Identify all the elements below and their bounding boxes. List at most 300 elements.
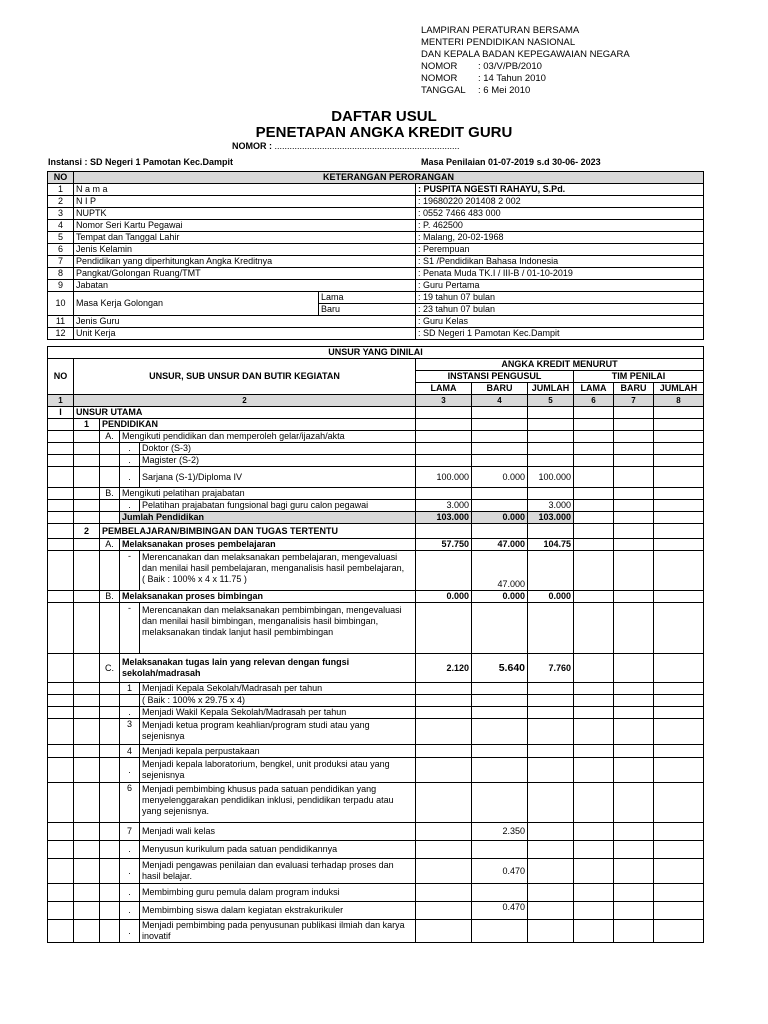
- table-cell: [528, 524, 574, 539]
- table-cell: [416, 455, 472, 467]
- table-cell: [416, 783, 472, 823]
- table-cell: [100, 902, 120, 920]
- table-cell: 2.350: [472, 823, 528, 841]
- table-cell: [416, 407, 472, 419]
- table-cell: [654, 719, 704, 745]
- table-cell: 7.760: [528, 654, 574, 683]
- table-cell: [472, 603, 528, 654]
- table-cell: [654, 859, 704, 884]
- table-cell: .: [120, 884, 140, 902]
- table-cell: Melaksanakan tugas lain yang relevan dengan fungsi sekolah/madrasah: [120, 654, 416, 683]
- table-cell: [74, 719, 100, 745]
- table-cell: [74, 823, 100, 841]
- table-cell: [574, 823, 614, 841]
- table-cell: [416, 603, 472, 654]
- table-cell: [654, 823, 704, 841]
- table-cell: [100, 707, 120, 719]
- table-cell: [574, 654, 614, 683]
- table-cell: Masa Kerja Golongan: [74, 292, 319, 316]
- table-cell: [100, 745, 120, 758]
- table-cell: [574, 524, 614, 539]
- table-cell: [74, 859, 100, 884]
- table-cell: [574, 920, 614, 943]
- table-cell: [416, 431, 472, 443]
- table-cell: 3: [48, 208, 74, 220]
- table-cell: Menjadi kepala laboratorium, bengkel, unit produksi atau yang sejenisnya: [140, 758, 416, 783]
- table-cell: [574, 591, 614, 603]
- table-cell: [416, 695, 472, 707]
- table-cell: Jabatan: [74, 280, 416, 292]
- table-cell: [614, 467, 654, 488]
- table-cell: [614, 758, 654, 783]
- table-cell: [74, 455, 100, 467]
- table-cell: : 0552 7466 483 000: [416, 208, 704, 220]
- table-cell: Menjadi pembimbing pada penyusunan publikasi ilmiah dan karya inovatif: [140, 920, 416, 943]
- table-cell: [416, 488, 472, 500]
- table-cell: [614, 431, 654, 443]
- table-cell: [614, 654, 654, 683]
- table-cell: [48, 591, 74, 603]
- table-cell: .: [120, 902, 140, 920]
- table-cell: 0.000: [472, 512, 528, 524]
- table-cell: 0.000: [472, 467, 528, 488]
- table-cell: [614, 419, 654, 431]
- table-cell: 0.000: [416, 591, 472, 603]
- table-cell: [654, 512, 704, 524]
- col-no: NO: [48, 172, 74, 184]
- table-row: [48, 719, 704, 745]
- table-cell: [614, 841, 654, 859]
- table-cell: [574, 884, 614, 902]
- table-cell: [100, 512, 120, 524]
- table-cell: [574, 758, 614, 783]
- table-cell: JUMLAH: [528, 383, 574, 395]
- table-cell: [472, 920, 528, 943]
- table-row: [48, 500, 704, 512]
- nomor-field: NOMOR : ..........................................................................: [232, 141, 460, 151]
- table-row: [48, 920, 704, 943]
- header-line-3: DAN KEPALA BADAN KEPEGAWAIAN NEGARA: [421, 49, 630, 60]
- table-cell: [654, 920, 704, 943]
- table-cell: [74, 695, 100, 707]
- table-row: [48, 431, 704, 443]
- table-cell: [74, 884, 100, 902]
- table-cell: Pendidikan yang diperhitungkan Angka Kreditnya: [74, 256, 416, 268]
- table-cell: [48, 419, 74, 431]
- table-cell: 4: [48, 220, 74, 232]
- table-cell: [654, 695, 704, 707]
- table-cell: [74, 467, 100, 488]
- table-cell: [74, 758, 100, 783]
- table-cell: 6: [574, 395, 614, 407]
- table-cell: : Malang, 20-02-1968: [416, 232, 704, 244]
- table-cell: : P. 462500: [416, 220, 704, 232]
- table-cell: [48, 488, 74, 500]
- table-row: [48, 539, 704, 551]
- table-cell: [654, 443, 704, 455]
- table-cell: [528, 884, 574, 902]
- table-cell: 1: [120, 683, 140, 695]
- table-cell: Jumlah Pendidikan: [120, 512, 416, 524]
- table-cell: [574, 841, 614, 859]
- table-cell: .: [120, 758, 140, 783]
- table-row: [48, 220, 704, 232]
- table-cell: [472, 841, 528, 859]
- table-cell: [74, 841, 100, 859]
- table-cell: [574, 719, 614, 745]
- table-cell: [48, 683, 74, 695]
- table-cell: PENDIDIKAN: [100, 419, 416, 431]
- table-row: [48, 419, 704, 431]
- table-cell: [74, 431, 100, 443]
- table-cell: Melaksanakan proses pembelajaran: [120, 539, 416, 551]
- table-cell: [614, 443, 654, 455]
- personal-info-table: [47, 171, 704, 340]
- table-cell: .: [120, 707, 140, 719]
- table-cell: 1: [48, 395, 74, 407]
- table-cell: [472, 683, 528, 695]
- table-cell: [416, 719, 472, 745]
- table-row: [48, 256, 704, 268]
- table-cell: [416, 920, 472, 943]
- table-cell: [528, 455, 574, 467]
- table-cell: 0.000: [472, 591, 528, 603]
- table-cell: [74, 539, 100, 551]
- table-cell: [654, 683, 704, 695]
- table-cell: [654, 884, 704, 902]
- table-cell: [472, 707, 528, 719]
- table-cell: [74, 654, 100, 683]
- table-cell: ( Baik : 100% x 29.75 x 4): [140, 695, 416, 707]
- table-cell: [100, 443, 120, 455]
- column-number-row: [48, 395, 704, 407]
- table-cell: [48, 719, 74, 745]
- table-cell: : S1 /Pendidikan Bahasa Indonesia: [416, 256, 704, 268]
- table-cell: [48, 841, 74, 859]
- table-cell: [48, 902, 74, 920]
- table-cell: A.: [100, 431, 120, 443]
- table-cell: [528, 683, 574, 695]
- table-cell: 0.000: [528, 591, 574, 603]
- table-cell: 6: [48, 244, 74, 256]
- table-cell: 11: [48, 316, 74, 328]
- table-cell: 47.000: [472, 539, 528, 551]
- table-cell: [74, 683, 100, 695]
- table-cell: 4: [120, 745, 140, 758]
- table-cell: : SD Negeri 1 Pamotan Kec.Dampit: [416, 328, 704, 340]
- table-cell: [574, 455, 614, 467]
- table-cell: [416, 841, 472, 859]
- table-cell: 4: [472, 395, 528, 407]
- table-cell: [614, 902, 654, 920]
- col-keterangan: KETERANGAN PERORANGAN: [74, 172, 704, 184]
- table-cell: [528, 431, 574, 443]
- table-cell: B.: [100, 488, 120, 500]
- table-cell: [574, 431, 614, 443]
- table-cell: Unit Kerja: [74, 328, 416, 340]
- header-tanggal: TANGGAL : 6 Mei 2010: [421, 85, 531, 96]
- table-cell: [48, 695, 74, 707]
- table-cell: [472, 695, 528, 707]
- table-cell: [472, 745, 528, 758]
- table-row: [48, 859, 704, 884]
- table-cell: [528, 419, 574, 431]
- unsur-table: [47, 346, 704, 943]
- table-cell: [48, 745, 74, 758]
- table-cell: [528, 745, 574, 758]
- table-cell: [48, 500, 74, 512]
- table-cell: I: [48, 407, 74, 419]
- table-cell: : Penata Muda TK.I / III-B / 01-10-2019: [416, 268, 704, 280]
- table-cell: [48, 539, 74, 551]
- table-cell: 5.640: [472, 654, 528, 683]
- table-cell: [416, 419, 472, 431]
- table-cell: [100, 719, 120, 745]
- unsur-col-kegiatan: UNSUR, SUB UNSUR DAN BUTIR KEGIATAN: [74, 359, 416, 395]
- table-row: [48, 884, 704, 902]
- table-cell: UNSUR UTAMA: [74, 407, 416, 419]
- table-cell: Mengikuti pelatihan prajabatan: [120, 488, 416, 500]
- table-cell: Jenis Kelamin: [74, 244, 416, 256]
- table-cell: [654, 551, 704, 591]
- table-cell: 7: [614, 395, 654, 407]
- table-cell: [528, 902, 574, 920]
- table-row: [48, 591, 704, 603]
- table-cell: 100.000: [416, 467, 472, 488]
- table-cell: [614, 859, 654, 884]
- table-cell: [654, 407, 704, 419]
- table-cell: 100.000: [528, 467, 574, 488]
- table-cell: 9: [48, 280, 74, 292]
- table-cell: [528, 841, 574, 859]
- table-cell: : Guru Kelas: [416, 316, 704, 328]
- table-cell: [574, 745, 614, 758]
- table-cell: 7: [48, 256, 74, 268]
- table-row: [48, 196, 704, 208]
- table-cell: [654, 783, 704, 823]
- table-cell: 10: [48, 292, 74, 316]
- table-row: [48, 783, 704, 823]
- table-cell: [528, 707, 574, 719]
- table-cell: [654, 841, 704, 859]
- table-cell: [614, 719, 654, 745]
- table-cell: [654, 524, 704, 539]
- table-cell: [614, 823, 654, 841]
- table-cell: [614, 603, 654, 654]
- table-cell: [48, 467, 74, 488]
- personal-header-row: [48, 172, 704, 184]
- table-cell: [48, 654, 74, 683]
- table-cell: [614, 500, 654, 512]
- table-cell: 0.470: [472, 902, 528, 920]
- table-cell: Merencanakan dan melaksanakan pembimbingan, mengevaluasi dan menilai hasil bimbingan, menganalisis hasil bimbingan, melaksanakan tindak lanjut hasil pembimbingan: [140, 603, 416, 654]
- table-cell: [48, 455, 74, 467]
- table-cell: [574, 419, 614, 431]
- table-cell: Tempat dan Tanggal Lahir: [74, 232, 416, 244]
- table-cell: [654, 591, 704, 603]
- table-cell: [74, 902, 100, 920]
- table-cell: [416, 443, 472, 455]
- table-cell: [654, 455, 704, 467]
- table-cell: [416, 745, 472, 758]
- table-cell: [48, 920, 74, 943]
- table-cell: [574, 467, 614, 488]
- table-cell: [528, 920, 574, 943]
- table-cell: LAMA: [416, 383, 472, 395]
- table-cell: [48, 758, 74, 783]
- table-cell: [48, 707, 74, 719]
- table-cell: [614, 683, 654, 695]
- table-cell: [654, 603, 704, 654]
- table-cell: -: [120, 603, 140, 654]
- table-cell: [100, 758, 120, 783]
- table-row: [48, 208, 704, 220]
- instansi-label: Instansi : SD Negeri 1 Pamotan Kec.Dampit: [48, 157, 234, 167]
- table-row: [48, 745, 704, 758]
- table-cell: [614, 407, 654, 419]
- table-cell: [574, 443, 614, 455]
- table-cell: [74, 512, 100, 524]
- table-cell: [416, 902, 472, 920]
- table-cell: 103.000: [528, 512, 574, 524]
- table-cell: 3.000: [416, 500, 472, 512]
- table-cell: [74, 488, 100, 500]
- table-cell: [472, 488, 528, 500]
- table-row: [48, 407, 704, 419]
- table-cell: Menjadi pengawas penilaian dan evaluasi terhadap proses dan hasil belajar.: [140, 859, 416, 884]
- table-cell: [654, 431, 704, 443]
- table-cell: [574, 488, 614, 500]
- table-row: [48, 695, 704, 707]
- tim-penilai-header: TIM PENILAI: [574, 371, 704, 383]
- table-cell: [100, 683, 120, 695]
- table-cell: Menjadi wali kelas: [140, 823, 416, 841]
- table-cell: .: [120, 443, 140, 455]
- table-cell: [654, 500, 704, 512]
- table-cell: 7: [120, 823, 140, 841]
- table-cell: [574, 683, 614, 695]
- table-cell: Membimbing guru pemula dalam program induksi: [140, 884, 416, 902]
- table-row: [48, 683, 704, 695]
- table-cell: B.: [100, 591, 120, 603]
- table-cell: [472, 455, 528, 467]
- table-cell: [614, 745, 654, 758]
- table-cell: -: [120, 551, 140, 591]
- table-cell: [528, 603, 574, 654]
- table-cell: 3.000: [528, 500, 574, 512]
- table-cell: 2: [74, 524, 100, 539]
- table-cell: [528, 551, 574, 591]
- table-cell: [416, 524, 472, 539]
- table-cell: [100, 603, 120, 654]
- table-cell: : 19 tahun 07 bulan: [416, 292, 704, 304]
- table-cell: PEMBELAJARAN/BIMBINGAN DAN TUGAS TERTENTU: [100, 524, 416, 539]
- table-cell: [74, 920, 100, 943]
- table-cell: LAMA: [574, 383, 614, 395]
- table-cell: [574, 539, 614, 551]
- table-cell: [654, 488, 704, 500]
- table-cell: [574, 603, 614, 654]
- table-row: [48, 758, 704, 783]
- table-cell: 57.750: [416, 539, 472, 551]
- table-cell: A.: [100, 539, 120, 551]
- table-cell: : PUSPITA NGESTI RAHAYU, S.Pd.: [416, 184, 704, 196]
- table-cell: Jenis Guru: [74, 316, 416, 328]
- table-cell: [74, 551, 100, 591]
- table-cell: [472, 500, 528, 512]
- table-cell: [416, 758, 472, 783]
- table-row: [48, 280, 704, 292]
- table-cell: [472, 524, 528, 539]
- table-cell: [574, 783, 614, 823]
- table-cell: [416, 823, 472, 841]
- table-cell: [472, 783, 528, 823]
- header-line-1: LAMPIRAN PERATURAN BERSAMA: [421, 25, 580, 36]
- unsur-head-row: [48, 347, 704, 359]
- table-cell: 6: [120, 783, 140, 823]
- table-cell: [574, 695, 614, 707]
- page-title: DAFTAR USUL: [331, 108, 437, 125]
- table-row: [48, 603, 704, 654]
- table-cell: [614, 455, 654, 467]
- table-cell: 2: [48, 196, 74, 208]
- table-cell: Pangkat/Golongan Ruang/TMT: [74, 268, 416, 280]
- table-cell: [100, 884, 120, 902]
- table-cell: [472, 419, 528, 431]
- table-cell: [654, 419, 704, 431]
- regulation-header: [421, 25, 630, 97]
- table-cell: [48, 512, 74, 524]
- table-cell: [416, 859, 472, 884]
- table-cell: Nomor Seri Kartu Pegawai: [74, 220, 416, 232]
- table-cell: [48, 551, 74, 591]
- table-cell: 1: [74, 419, 100, 431]
- table-cell: [416, 683, 472, 695]
- table-cell: [416, 884, 472, 902]
- unsur-col-no: NO: [48, 359, 74, 395]
- table-cell: [48, 884, 74, 902]
- table-cell: .: [120, 500, 140, 512]
- table-row: [48, 467, 704, 488]
- table-cell: [614, 551, 654, 591]
- table-cell: [416, 551, 472, 591]
- table-cell: 5: [48, 232, 74, 244]
- table-cell: [528, 488, 574, 500]
- unsur-head: UNSUR YANG DINILAI: [48, 347, 704, 359]
- table-cell: 8: [48, 268, 74, 280]
- table-cell: [528, 758, 574, 783]
- table-cell: : Perempuan: [416, 244, 704, 256]
- table-cell: 1: [48, 184, 74, 196]
- table-cell: [614, 783, 654, 823]
- table-cell: [100, 551, 120, 591]
- header-nomor-2: NOMOR : 14 Tahun 2010: [421, 73, 546, 84]
- table-cell: 8: [654, 395, 704, 407]
- table-cell: [100, 823, 120, 841]
- table-cell: 3: [120, 719, 140, 745]
- table-cell: N I P: [74, 196, 416, 208]
- table-cell: 0.470: [472, 859, 528, 884]
- table-cell: Mengikuti pendidikan dan memperoleh gelar/ijazah/akta: [120, 431, 416, 443]
- table-cell: [654, 902, 704, 920]
- table-cell: .: [120, 455, 140, 467]
- table-cell: [654, 707, 704, 719]
- table-cell: [528, 783, 574, 823]
- table-cell: JUMLAH: [654, 383, 704, 395]
- table-cell: C.: [100, 654, 120, 683]
- table-cell: [472, 884, 528, 902]
- table-cell: [100, 455, 120, 467]
